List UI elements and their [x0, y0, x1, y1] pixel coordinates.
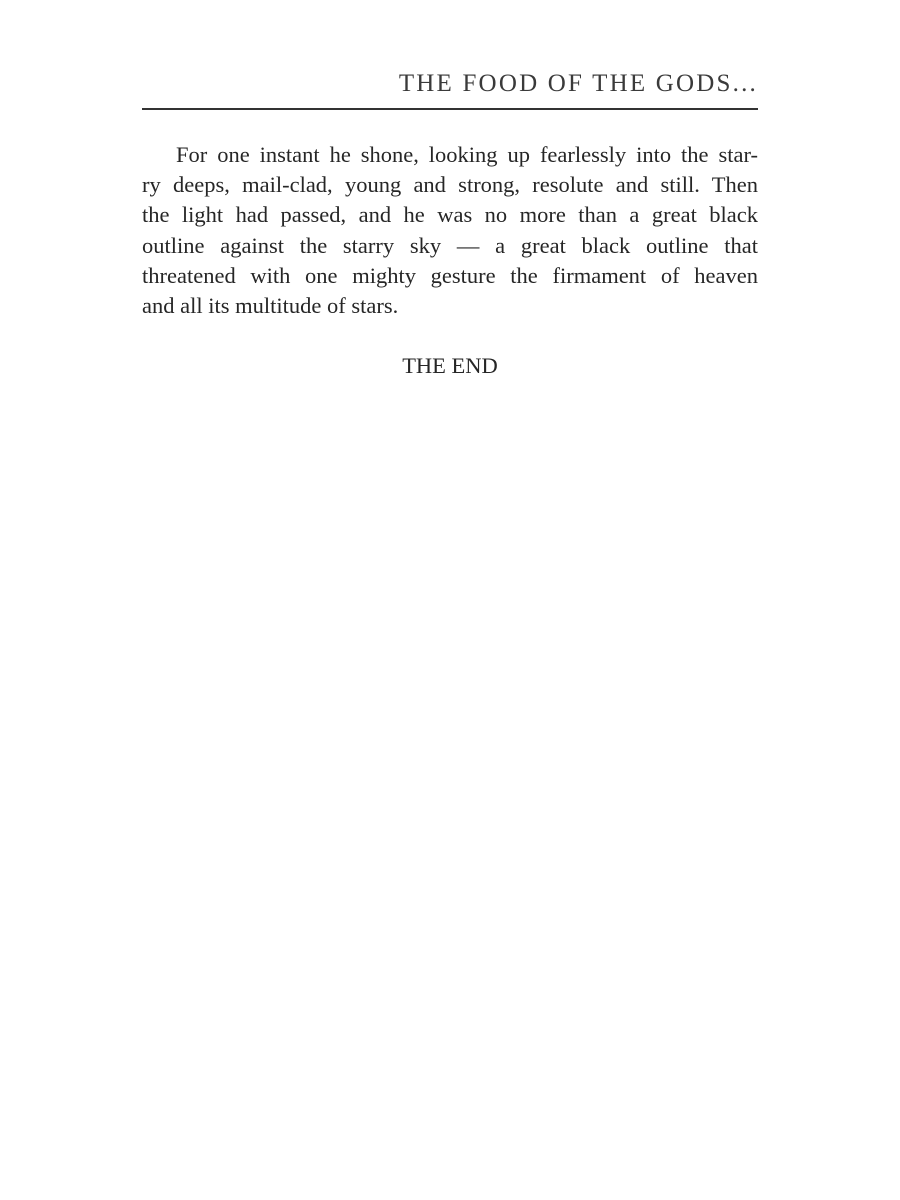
- paragraph-line: and all its multitude of stars.: [142, 293, 399, 319]
- paragraph-line: For one instant he shone, looking up fearlessly into the star-: [176, 142, 758, 167]
- paragraph-line: ry deeps, mail-clad, young and strong, resolute and still. Then: [142, 172, 758, 198]
- paragraph: [142, 140, 758, 321]
- body-text: [142, 140, 758, 321]
- paragraph-line: outline against the starry sky — a great black outline that: [142, 232, 758, 258]
- paragraph-line: threatened with one mighty gesture the firmament of heaven: [142, 262, 758, 288]
- the-end-heading: THE END: [402, 353, 498, 378]
- header-rule: [142, 108, 758, 110]
- running-head: THE FOOD OF THE GODS...: [398, 70, 758, 97]
- paragraph-line: the light had passed, and he was no more than a great black: [142, 202, 758, 228]
